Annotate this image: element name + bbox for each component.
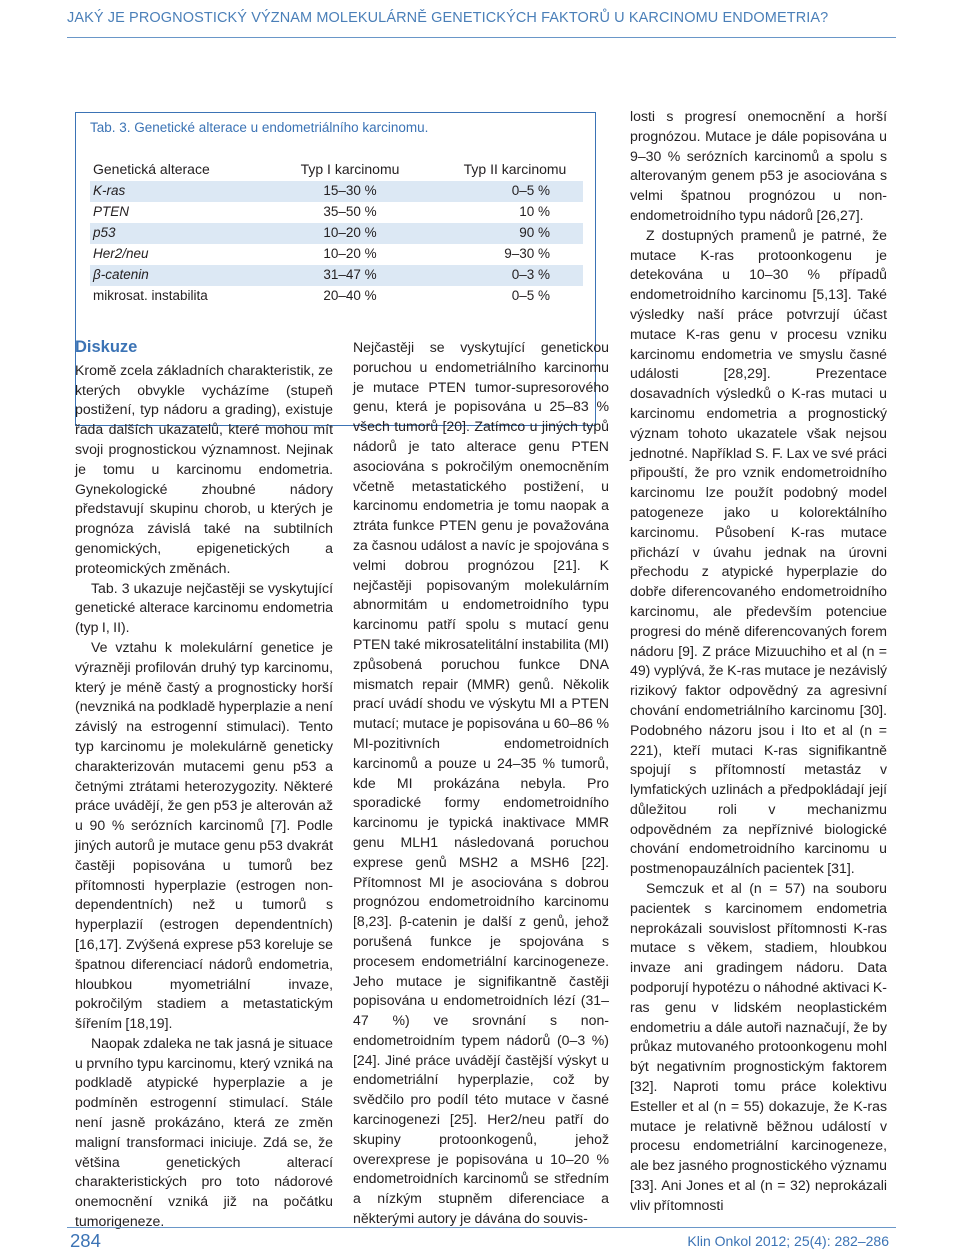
- footer-divider: [67, 1227, 896, 1228]
- table-cell: K-ras: [93, 183, 126, 198]
- table-cell: PTEN: [93, 204, 130, 219]
- paragraph: Nejčastěji se vyskytující genetickou poruchou u endometriálního karcinomu je mutace PTEN tumor-supresorového genu, která je popisována u 25–83 % všech tumorů [20]. Zatímco u jiných typů nádorů je tato alterace genu PTEN asociována s pokročilým onemocněním včetně metastatického postižení, u karcinomu endometria je tomu naopak a ztráta funkce PTEN genu je považována za časnou událost a navíc je spojována s velmi dobrou prognózou [21]. K nejčastěji popisovaným molekulárním abnormitám u endometroidního typu karcinomu patří spolu s mutací genu PTEN také mikrosatelitální instabilita (MI) způsobená poruchou funkce DNA mismatch repair (MMR) genů. Několik prací uvádí shodu ve výskytu MI a PTEN mutací; mutace je popisována u 60–86 % MI-pozitivních endometroidních karcinomů a pouze u 24–35 % tumorů, kde MI prokázána nebyla. Pro sporadické formy endometroidního karcinomu je typická inaktivace MMR genu MLH1 následovaná poruchou exprese genů MSH2 a MSH6 [22]. Přítomnost MI je asociována s dobrou prognózou endometroidního karcinomu [8,23]. β-catenin je další z genů, jehož porušená funkce je spojována s procesem endometriální karcinogeneze. Jeho mutace je signifikantně častěji popisována u endometroidních lézí (31–47 %) ve srovnání s non-endometroidním typem nádorů (0–3 %) [24]. Jiné práce uvádějí častější výskyt u endometriální hyperplazie, což by svědčilo pro podíl této mutace v časné karcinogenezi [25]. Her2/neu patří do skupiny protoonkogenů, jehož overexprese je popisována u 10–20 % endometroidních karcinomů se středním a nízkým stupněm diferenciace a některými autory je dávána do souvis-: [353, 339, 609, 1227]
- paragraph: Tab. 3 ukazuje nejčastěji se vyskytující genetické alterace karcinomu endometria (typ I, II).: [75, 579, 333, 636]
- column-header: Genetická alterace: [93, 161, 210, 177]
- paragraph: Naopak zdaleka ne tak jasná je situace u prvního typu karcinomu, který vzniká na podkladě atypické hyperplazie a je podmíněn estrogenní stimulací. Stále není jasně prokázáno, která ze změn maligní transformaci iniciuje. Zdá se, že většina genetických alterací charakteristických pro toto nádorové onemocnění vzniká již na počátku tumorigeneze.: [75, 1034, 333, 1230]
- table-cell: 90 %: [519, 225, 550, 240]
- column-header: Typ I karcinomu: [300, 161, 400, 177]
- paragraph: Z dostupných pramenů je patrné, že mutace K-ras protoonkogenu je detekována u 10–30 % případů endometroidního karcinomu [5,13]. Také výsledky naší práce potvrzují účast mutace K-ras genu v procesu vzniku karcinomu endometria ve smyslu časné události [28,29]. Prezentace dosavadních výsledků o K-ras mutaci u karcinomu endometria a prognostický význam tohoto ukazatele však nejsou jednotné. Například S. F. Lax ve své práci připouští, že pro vznik endometroidního karcinomu lze použít podobný model patogeneze jako u kolorektálního karcinomu. Působení K-ras mutace přichází v úvahu jednak na úrovni přechodu z atypické hyperplazie do dobře diferencovaného endometroidního karcinomu, ale především potenciue progresi do méně diferencovaných forem nádoru [9]. Z práce Mizuuchiho et al (n = 49) vyplývá, že K-ras mutace je nezávislý rizikový faktor odpovědný za agresivní chování endometriálního karcinomu [30]. Podobného názoru jsou i Ito et al (n = 221), kteří mutaci K-ras signifikantně spojují s přítomností metastáz v lymfatických uzlinách a předpokládají její důležitou roli v mechanizmu odpovědném za nepříznivé biologické chování endometroidního karcinomu u postmenopauzálních pacientek [31].: [630, 226, 887, 877]
- table-caption: Tab. 3. Genetické alterace u endometriálního karcinomu.: [90, 120, 429, 135]
- table-cell: Her2/neu: [93, 246, 149, 261]
- table-cell: 0–5 %: [511, 288, 550, 303]
- table-cell: β-catenin: [93, 267, 149, 282]
- table-cell: p53: [93, 225, 116, 240]
- left-text-column: [75, 338, 333, 1232]
- table-cell: 9–30 %: [504, 246, 550, 261]
- paragraph: Semczuk et al (n = 57) na souboru pacientek s karcinomem endometria neprokázali souvislost přítomnosti K-ras mutace s věkem, stadiem, hloubkou invaze ani gradingem nádoru. Data podporují hypotézu o náhodné aktivaci K-ras genu v lidském neoplastickém endometriu a dále autoři naznačují, že by průkaz mutovaného protoonkogenu mohl být negativním prognostickým faktorem [32]. Naproti tomu práce kolektivu Esteller et al (n = 55) dokazuje, že K-ras mutace je relativně běžnou událostí v procesu endometriální karcinogeneze, ale bez jasného prognostického významu [33]. Ani Jones et al (n = 32) neprokázali vliv přítomnosti: [630, 880, 887, 1213]
- table-cell: 35–50 %: [323, 204, 377, 219]
- table-row: [90, 202, 583, 223]
- table-cell: 20–40 %: [323, 288, 377, 303]
- table-row: [90, 286, 583, 307]
- column-header: Typ II karcinomu: [463, 161, 567, 177]
- table-cell: 31–47 %: [323, 267, 377, 282]
- page-number: 284: [70, 1230, 101, 1251]
- journal-citation: Klin Onkol 2012; 25(4): 282–286: [687, 1233, 889, 1249]
- table-row: [90, 223, 583, 244]
- table-cell: 10–20 %: [323, 225, 377, 240]
- table-cell: 10–20 %: [323, 246, 377, 261]
- table-header-row: [90, 159, 583, 180]
- paragraph: losti s progresí onemocnění a horší prognózou. Mutace je dále popisována u 9–30 % serózních karcinomů a spolu s alterovaným genem p53 je asociována s velmi špatnou prognózou u non-endometroidního typu nádorů [26,27].: [630, 108, 887, 223]
- paragraph: Ve vztahu k molekulární genetice je výrazněji profilován druhý typ karcinomu, který je méně častý a prognosticky horší (nevzniká na podkladě hyperplazie a není závislý na estrogenní stimulaci). Tento typ karcinomu je molekulárně geneticky charakterizován mutacemi genu p53 a četnými ztrátami heterozygozity. Některé práce uvádějí, že gen p53 je alterován až u 90 % serózních karcinomů [7]. Podle jiných autorů je mutace genu p53 dvakrát častěji popisována u tumorů bez přítomnosti hyperplazie (estrogen non-dependentních) než u tumorů s hyperplazií (estrogen dependentních) [16,17]. Zvýšená exprese p53 koreluje se špatnou diferenciací nádorů endometria, hloubkou myometriální invaze, pokročilým stadiem a metastatickým šířením [18,19].: [75, 638, 333, 1032]
- paragraph: Kromě zcela základních charakteristik, ze kterých obvykle vycházíme (stupeň postižení, typ nádoru a grading), existuje řada dalších ukazatelů, které mohou mít svoji prognostickou významnost. Nejinak je tomu u karcinomu endometria. Gynekologické zhoubné nádory představují skupinu chorob, u kterých je prognóza závislá také na subtilních genomických, epigenetických a proteomických změnách.: [75, 361, 333, 576]
- table-cell: 0–5 %: [511, 183, 550, 198]
- header-divider: [67, 37, 896, 38]
- table-row: [90, 244, 583, 265]
- middle-text-column: [353, 338, 609, 1229]
- table-cell: 0–3 %: [511, 267, 550, 282]
- table-cell: mikrosat. instabilita: [93, 288, 208, 303]
- table-cell: 15–30 %: [323, 183, 377, 198]
- running-title: JAKÝ JE PROGNOSTICKÝ VÝZNAM MOLEKULÁRNĚ GENETICKÝCH FAKTORŮ U KARCINOMU ENDOMETRIA?: [67, 10, 829, 26]
- table-row: [90, 181, 583, 202]
- right-text-column: [630, 107, 887, 1216]
- table-cell: 10 %: [519, 204, 550, 219]
- section-heading: Diskuze: [75, 338, 138, 356]
- table-row: [90, 265, 583, 286]
